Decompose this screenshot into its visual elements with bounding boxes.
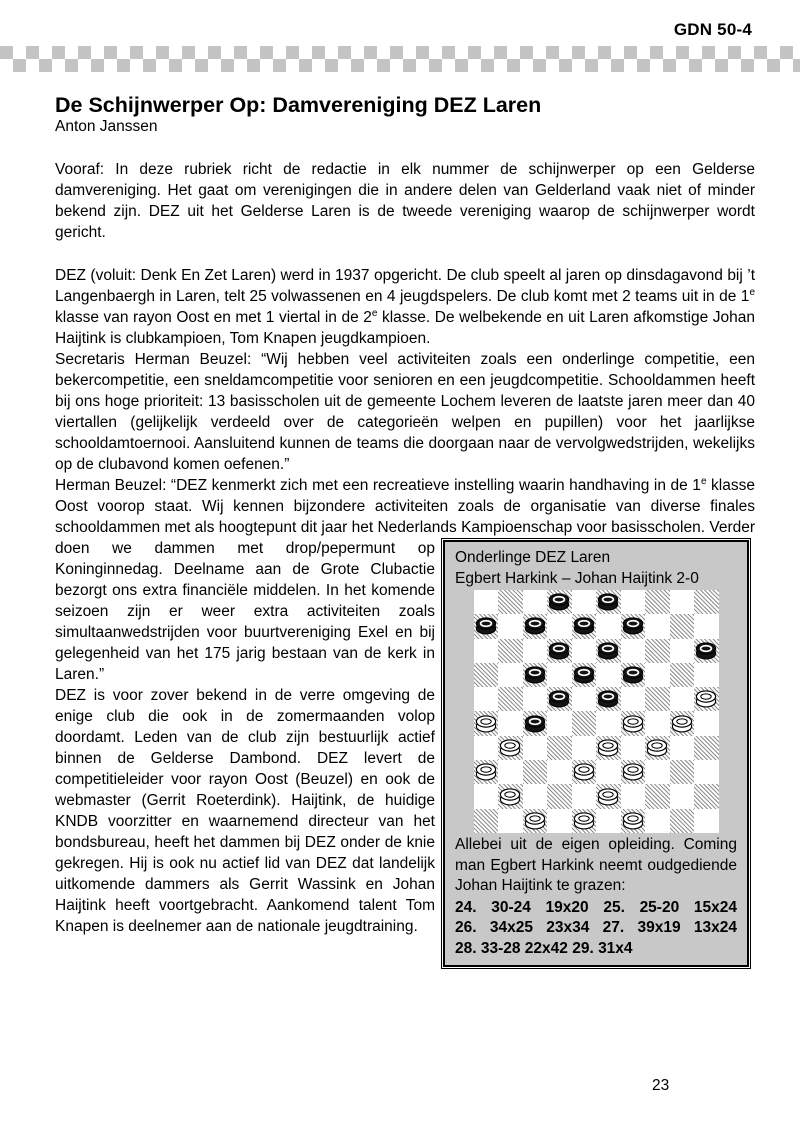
paragraph-text: klasse Oost voorop staat. Wij kennen bijzondere activiteiten zoals de organisatie van diverse finales schooldammen met als hoogtepunt dit jaar het Nederlands Kampioenschap <box>55 477 755 536</box>
paragraph-text: Herman Beuzel: “DEZ kenmerkt zich met een recreatieve instelling waarin handhaving in de 1 <box>55 477 701 494</box>
board-square <box>498 760 523 784</box>
board-square <box>621 639 646 663</box>
board-square <box>645 711 670 735</box>
paragraph-text: voor basisscholen. Verder doen we dammen met drop/pepermunt op Koninginnedag. Deelname aan de Grote Clubactie bezorgt ons extra financiële middelen. In het komende seizoen zijn er weer extra activiteiten zoals simultaanwedstrijden voor buurtvereniging Exel en bij gelegenheid van het 175 jarig bestaan van de kerk in Laren.” <box>55 519 756 683</box>
board-square <box>572 736 597 760</box>
move-line: 24. 30-24 19x20 25. 25-20 15x24 <box>455 898 737 916</box>
board-square <box>670 590 695 614</box>
board-square <box>694 663 719 687</box>
board-square <box>596 784 621 808</box>
board-square <box>596 614 621 638</box>
white-piece <box>622 811 644 830</box>
board-square <box>694 687 719 711</box>
paragraph-secretary-quote: Secretaris Herman Beuzel: “Wij hebben veel activiteiten zoals een onderlinge competitie, een bekercompetitie, een sneldamcompetitie voor senioren en een jeugdcompetitie. Schooldammen heeft bij ons hoge prioriteit: 13 basisscholen uit de gemeente Lochem leveren de laatste jaren meer dan 40 viertallen (gelijkelijk verdeeld over de categorieën welpen en pupillen) voor het jaarlijkse schooldamtoernooi. Aansluitend kunnen de teams die doorgaan naar de vervolgwedstrijden, wekelijks op de clubavond komen oefenen.” <box>55 351 755 473</box>
board-square <box>498 736 523 760</box>
board-square <box>621 614 646 638</box>
board-square <box>572 590 597 614</box>
board-square <box>621 711 646 735</box>
board-square <box>645 614 670 638</box>
white-piece <box>524 811 546 830</box>
move-line: 28. 33-28 22x42 29. 31x4 <box>455 939 633 957</box>
white-piece <box>695 689 717 708</box>
board-square <box>645 736 670 760</box>
black-piece <box>548 592 570 611</box>
board-square <box>474 760 499 784</box>
board-square <box>572 809 597 833</box>
board-square <box>547 736 572 760</box>
journal-code: GDN 50-4 <box>673 20 752 39</box>
board-square <box>547 687 572 711</box>
board-square <box>694 639 719 663</box>
board-square <box>596 639 621 663</box>
paragraph-text: klasse van rayon Oost en met 1 viertal in de 2 <box>55 309 372 326</box>
board-square <box>694 614 719 638</box>
white-piece <box>622 714 644 733</box>
paragraph-text: DEZ (voluit: Denk En Zet Laren) werd in 1937 opgericht. De club speelt al jaren op dinsdagavond bij ’t Langenbaergh in Laren, telt 25 volwassenen en 4 jeugdspelers. De club komt met 2 teams uit in de 1 <box>55 267 755 305</box>
board-square <box>621 590 646 614</box>
board-square <box>645 663 670 687</box>
paragraph-intro: Vooraf: In deze rubriek richt de redactie in elk nummer de schijnwerper op een Gelderse damvereniging. Het gaat om verenigingen die in andere delen van Gelderland vaak niet of minder bekend zijn. DEZ uit het Gelderse Laren is de tweede vereniging waarop de schijnwerper wordt gericht. <box>55 161 755 241</box>
board-square <box>498 663 523 687</box>
board-square <box>547 784 572 808</box>
board-square <box>596 736 621 760</box>
board-square <box>670 809 695 833</box>
board-square <box>474 614 499 638</box>
board-square <box>670 760 695 784</box>
board-square <box>498 809 523 833</box>
black-piece <box>475 616 497 635</box>
move-list <box>455 898 737 960</box>
board-square <box>547 711 572 735</box>
black-piece <box>622 665 644 684</box>
board-square <box>498 639 523 663</box>
white-piece <box>475 714 497 733</box>
black-piece <box>622 616 644 635</box>
black-piece <box>573 665 595 684</box>
board-square <box>694 760 719 784</box>
white-piece <box>646 738 668 757</box>
black-piece <box>597 641 619 660</box>
board-square <box>621 663 646 687</box>
board-square <box>474 809 499 833</box>
article <box>55 72 755 977</box>
ordinal-superscript: e <box>749 286 755 298</box>
board-square <box>572 663 597 687</box>
board-square <box>645 784 670 808</box>
board-square <box>523 711 548 735</box>
article-author: Anton Janssen <box>55 118 158 135</box>
board-square <box>670 784 695 808</box>
board-square <box>694 784 719 808</box>
move-line: 26. 34x25 23x34 27. 39x19 13x24 <box>455 919 737 936</box>
black-piece <box>524 714 546 733</box>
board-square <box>694 809 719 833</box>
board-square <box>523 784 548 808</box>
black-piece <box>548 689 570 708</box>
white-piece <box>475 762 497 781</box>
diagram-subtitle: Egbert Harkink – Johan Haijtink 2-0 <box>455 570 699 587</box>
white-piece <box>622 762 644 781</box>
black-piece <box>573 616 595 635</box>
board-square <box>670 711 695 735</box>
board-square <box>694 711 719 735</box>
board-square <box>523 639 548 663</box>
board-square <box>498 784 523 808</box>
paragraph-club-today: DEZ is voor zover bekend in de verre omgeving de enige club die ook in de zomermaanden volop doordamt. Leden van de club zijn bestuurlijk actief binnen de Gelderse Dambond. DEZ levert de competitieleider voor rayon Oost (Beuzel) en ook de webmaster (Gerrit Roeterdink). Haijtink, de huidige KNDB voorzitter en waarnemend directeur van het bondsbureau, heeft het dammen bij DEZ onder de knie gekregen. Hij is ook nu actief lid van DEZ dat landelijk uitkomende dammers als Gerrit Wassink en Johan Haijtink heeft voortgebracht. Aankomend talent Tom Knapen is deelnemer aan de nationale jeugdtraining. <box>55 687 435 935</box>
board-square <box>474 687 499 711</box>
checker-band-decoration <box>0 46 800 72</box>
board-square <box>670 614 695 638</box>
black-piece <box>524 665 546 684</box>
board-square <box>523 614 548 638</box>
board-square <box>670 639 695 663</box>
board-square <box>694 590 719 614</box>
board-square <box>572 639 597 663</box>
board-square <box>474 711 499 735</box>
board-square <box>572 784 597 808</box>
white-piece <box>573 811 595 830</box>
board-square <box>596 711 621 735</box>
board-square <box>621 736 646 760</box>
board-square <box>645 809 670 833</box>
board-square <box>498 614 523 638</box>
board-square <box>694 736 719 760</box>
board-square <box>596 809 621 833</box>
board-square <box>474 784 499 808</box>
diagram-box <box>443 540 749 967</box>
white-piece <box>597 786 619 805</box>
board-square <box>596 687 621 711</box>
board-square <box>547 760 572 784</box>
white-piece <box>573 762 595 781</box>
board-square <box>474 663 499 687</box>
board-square <box>596 760 621 784</box>
board-square <box>572 711 597 735</box>
board-square <box>670 736 695 760</box>
board-square <box>572 614 597 638</box>
white-piece <box>671 714 693 733</box>
board-square <box>547 639 572 663</box>
board-square <box>596 590 621 614</box>
article-title: De Schijnwerper Op: Damvereniging DEZ Laren <box>55 93 542 117</box>
board-square <box>645 687 670 711</box>
board-square <box>547 809 572 833</box>
black-piece <box>524 616 546 635</box>
diagram-caption: Allebei uit de eigen opleiding. Coming man Egbert Harkink neemt oudgediende Johan Haijtink te grazen: <box>455 836 737 894</box>
board-square <box>645 590 670 614</box>
board-square <box>572 687 597 711</box>
board-square <box>474 736 499 760</box>
board-square <box>645 760 670 784</box>
board-square <box>621 760 646 784</box>
board-square <box>547 614 572 638</box>
board-square <box>670 687 695 711</box>
board-square <box>523 760 548 784</box>
white-piece <box>499 786 521 805</box>
ordinal-superscript: e <box>371 307 378 319</box>
board-square <box>621 687 646 711</box>
board-square <box>547 590 572 614</box>
paragraph-text: klasse. De welbekende en uit Laren afkomstige Johan Haijtink is clubkampioen, Tom Knapen jeugdkampioen. <box>55 309 756 347</box>
black-piece <box>695 641 717 660</box>
black-piece <box>548 641 570 660</box>
board-square <box>621 809 646 833</box>
paragraph-club-history <box>55 265 755 349</box>
board-square <box>498 590 523 614</box>
board-square <box>670 663 695 687</box>
board-square <box>596 663 621 687</box>
ordinal-superscript: e <box>700 475 707 487</box>
white-piece <box>499 738 521 757</box>
board-square <box>523 736 548 760</box>
board-square <box>498 711 523 735</box>
draughts-board <box>474 590 719 833</box>
board-square <box>547 663 572 687</box>
black-piece <box>597 592 619 611</box>
page-number: 23 <box>652 1077 670 1094</box>
diagram-title: Onderlinge DEZ Laren <box>455 549 611 566</box>
board-square <box>523 687 548 711</box>
board-square <box>523 809 548 833</box>
board-square <box>474 590 499 614</box>
board-square <box>474 639 499 663</box>
black-piece <box>597 689 619 708</box>
board-square <box>498 687 523 711</box>
board-square <box>523 590 548 614</box>
board-square <box>523 663 548 687</box>
white-piece <box>597 738 619 757</box>
board-square <box>621 784 646 808</box>
board-square <box>645 639 670 663</box>
board-square <box>572 760 597 784</box>
